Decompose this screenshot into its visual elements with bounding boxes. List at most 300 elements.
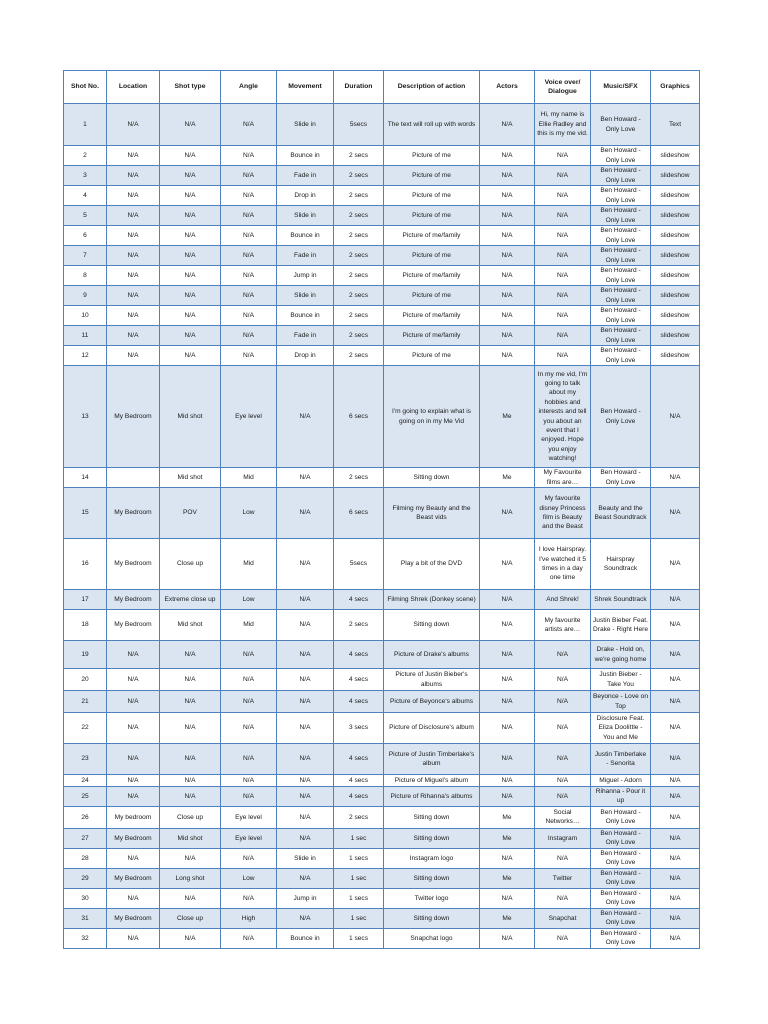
location-cell: N/A — [107, 104, 160, 146]
description-cell: Picture of me/family — [384, 326, 480, 346]
description-cell: Picture of me — [384, 346, 480, 366]
shot-type-cell: N/A — [160, 787, 221, 807]
shot-type-cell: N/A — [160, 848, 221, 868]
shot-number-cell: 2 — [64, 146, 107, 166]
table-row — [64, 246, 700, 266]
movement-cell: N/A — [277, 610, 334, 641]
shot-number-cell: 7 — [64, 246, 107, 266]
shot-number-cell: 8 — [64, 266, 107, 286]
movement-cell: Bounce in — [277, 146, 334, 166]
location-cell: N/A — [107, 691, 160, 713]
graphics-cell: N/A — [651, 868, 700, 888]
actors-cell: N/A — [480, 669, 535, 691]
description-cell: Sitting down — [384, 868, 480, 888]
voice-over-cell: I love Hairspray. I've watched it 5 times in a day one time — [535, 539, 591, 590]
description-cell: Picture of Disclosure's album — [384, 713, 480, 744]
actors-cell: N/A — [480, 286, 535, 306]
description-cell: Sitting down — [384, 828, 480, 848]
table-row — [64, 848, 700, 868]
music-sfx-cell: Ben Howard - Only Love — [591, 468, 651, 488]
actors-cell: N/A — [480, 146, 535, 166]
music-sfx-cell: Ben Howard - Only Love — [591, 366, 651, 468]
graphics-cell: N/A — [651, 713, 700, 744]
location-cell: N/A — [107, 744, 160, 775]
graphics-cell: N/A — [651, 590, 700, 610]
column-header-shot-no: Shot No. — [64, 71, 107, 104]
actors-cell: N/A — [480, 346, 535, 366]
location-cell: N/A — [107, 266, 160, 286]
description-cell: Picture of me — [384, 166, 480, 186]
movement-cell: Slide in — [277, 104, 334, 146]
duration-cell: 1 sec — [334, 828, 384, 848]
duration-cell: 2 secs — [334, 286, 384, 306]
movement-cell: Fade in — [277, 246, 334, 266]
location-cell: N/A — [107, 346, 160, 366]
angle-cell: N/A — [221, 186, 277, 206]
graphics-cell: N/A — [651, 828, 700, 848]
graphics-cell: slideshow — [651, 226, 700, 246]
voice-over-cell: Instagram — [535, 828, 591, 848]
description-cell: Picture of Miguel's album — [384, 775, 480, 787]
music-sfx-cell: Ben Howard - Only Love — [591, 104, 651, 146]
music-sfx-cell: Drake - Hold on, we're going home — [591, 641, 651, 669]
description-cell: Picture of Justin Bieber's albums — [384, 669, 480, 691]
graphics-cell: N/A — [651, 468, 700, 488]
angle-cell: N/A — [221, 691, 277, 713]
angle-cell: Low — [221, 488, 277, 539]
shot-number-cell: 27 — [64, 828, 107, 848]
actors-cell: N/A — [480, 744, 535, 775]
shot-number-cell: 28 — [64, 848, 107, 868]
actors-cell: N/A — [480, 326, 535, 346]
graphics-cell: N/A — [651, 848, 700, 868]
location-cell: N/A — [107, 775, 160, 787]
voice-over-cell: N/A — [535, 669, 591, 691]
graphics-cell: N/A — [651, 366, 700, 468]
duration-cell: 2 secs — [334, 806, 384, 828]
voice-over-cell: N/A — [535, 888, 591, 908]
shot-number-cell: 31 — [64, 908, 107, 928]
voice-over-cell: N/A — [535, 744, 591, 775]
voice-over-cell: N/A — [535, 286, 591, 306]
duration-cell: 5secs — [334, 104, 384, 146]
location-cell: N/A — [107, 787, 160, 807]
music-sfx-cell: Hairspray Soundtrack — [591, 539, 651, 590]
header-row — [64, 71, 700, 104]
table-row — [64, 928, 700, 948]
movement-cell: N/A — [277, 468, 334, 488]
table-row — [64, 186, 700, 206]
graphics-cell: N/A — [651, 888, 700, 908]
table-row — [64, 146, 700, 166]
table-row — [64, 828, 700, 848]
shot-type-cell: N/A — [160, 226, 221, 246]
graphics-cell: N/A — [651, 775, 700, 787]
location-cell: N/A — [107, 146, 160, 166]
table-row — [64, 539, 700, 590]
angle-cell: N/A — [221, 306, 277, 326]
shot-list-table — [63, 70, 700, 949]
actors-cell: N/A — [480, 104, 535, 146]
table-row — [64, 908, 700, 928]
music-sfx-cell: Ben Howard - Only Love — [591, 166, 651, 186]
column-header-movement: Movement — [277, 71, 334, 104]
shot-number-cell: 12 — [64, 346, 107, 366]
actors-cell: N/A — [480, 888, 535, 908]
shot-type-cell: Long shot — [160, 868, 221, 888]
shot-type-cell: N/A — [160, 346, 221, 366]
location-cell: N/A — [107, 186, 160, 206]
angle-cell: N/A — [221, 266, 277, 286]
table-row — [64, 104, 700, 146]
shot-type-cell: Mid shot — [160, 366, 221, 468]
angle-cell: N/A — [221, 326, 277, 346]
description-cell: The text will roll up with words — [384, 104, 480, 146]
location-cell: My Bedroom — [107, 908, 160, 928]
movement-cell: Jump in — [277, 888, 334, 908]
voice-over-cell: N/A — [535, 928, 591, 948]
shot-number-cell: 1 — [64, 104, 107, 146]
shot-number-cell: 10 — [64, 306, 107, 326]
table-row — [64, 266, 700, 286]
shot-number-cell: 26 — [64, 806, 107, 828]
column-header-shot-type: Shot type — [160, 71, 221, 104]
duration-cell: 4 secs — [334, 669, 384, 691]
location-cell: My Bedroom — [107, 828, 160, 848]
music-sfx-cell: Ben Howard - Only Love — [591, 888, 651, 908]
duration-cell: 2 secs — [334, 346, 384, 366]
shot-type-cell: N/A — [160, 928, 221, 948]
angle-cell: Eye level — [221, 828, 277, 848]
table-row — [64, 166, 700, 186]
shot-number-cell: 25 — [64, 787, 107, 807]
music-sfx-cell: Justin Bieber Feat. Drake - Right Here — [591, 610, 651, 641]
shot-number-cell: 20 — [64, 669, 107, 691]
angle-cell: N/A — [221, 787, 277, 807]
angle-cell: N/A — [221, 226, 277, 246]
description-cell: Sitting down — [384, 908, 480, 928]
duration-cell: 2 secs — [334, 166, 384, 186]
movement-cell: Jump in — [277, 266, 334, 286]
actors-cell: Me — [480, 468, 535, 488]
duration-cell: 4 secs — [334, 590, 384, 610]
movement-cell: N/A — [277, 868, 334, 888]
location-cell: My Bedroom — [107, 366, 160, 468]
graphics-cell: Text — [651, 104, 700, 146]
duration-cell: 4 secs — [334, 775, 384, 787]
voice-over-cell: In my me vid, I'm going to talk about my hobbies and interests and tell you about an event that I enjoyed. Hope you enjoy watching! — [535, 366, 591, 468]
duration-cell: 2 secs — [334, 146, 384, 166]
movement-cell: Slide in — [277, 286, 334, 306]
shot-type-cell: N/A — [160, 641, 221, 669]
actors-cell: Me — [480, 806, 535, 828]
voice-over-cell: N/A — [535, 641, 591, 669]
duration-cell: 4 secs — [334, 641, 384, 669]
shot-type-cell: Close up — [160, 908, 221, 928]
table-row — [64, 744, 700, 775]
angle-cell: N/A — [221, 744, 277, 775]
duration-cell: 6 secs — [334, 366, 384, 468]
movement-cell: Slide in — [277, 206, 334, 226]
music-sfx-cell: Ben Howard - Only Love — [591, 848, 651, 868]
duration-cell: 2 secs — [334, 206, 384, 226]
music-sfx-cell: Ben Howard - Only Love — [591, 226, 651, 246]
actors-cell: N/A — [480, 246, 535, 266]
column-header-angle: Angle — [221, 71, 277, 104]
table-row — [64, 286, 700, 306]
graphics-cell: slideshow — [651, 246, 700, 266]
graphics-cell: slideshow — [651, 266, 700, 286]
duration-cell: 2 secs — [334, 306, 384, 326]
movement-cell: Bounce in — [277, 226, 334, 246]
description-cell: Snapchat logo — [384, 928, 480, 948]
graphics-cell: N/A — [651, 691, 700, 713]
description-cell: Picture of me — [384, 186, 480, 206]
voice-over-cell: And Shrek! — [535, 590, 591, 610]
voice-over-cell: Hi, my name is Ellie Radley and this is my me vid. — [535, 104, 591, 146]
movement-cell: N/A — [277, 787, 334, 807]
column-header-description: Description of action — [384, 71, 480, 104]
movement-cell: N/A — [277, 691, 334, 713]
table-row — [64, 775, 700, 787]
music-sfx-cell: Ben Howard - Only Love — [591, 186, 651, 206]
duration-cell: 1 secs — [334, 928, 384, 948]
graphics-cell: slideshow — [651, 346, 700, 366]
description-cell: Picture of Beyonce's albums — [384, 691, 480, 713]
angle-cell: N/A — [221, 206, 277, 226]
description-cell: Picture of me — [384, 146, 480, 166]
description-cell: Picture of me/family — [384, 226, 480, 246]
voice-over-cell: N/A — [535, 266, 591, 286]
column-header-music-sfx: Music/SFX — [591, 71, 651, 104]
music-sfx-cell: Rihanna - Pour it up — [591, 787, 651, 807]
movement-cell: Fade in — [277, 326, 334, 346]
table-row — [64, 346, 700, 366]
description-cell: Play a bit of the DVD — [384, 539, 480, 590]
location-cell: My Bedroom — [107, 590, 160, 610]
voice-over-cell: N/A — [535, 226, 591, 246]
actors-cell: N/A — [480, 166, 535, 186]
shot-number-cell: 9 — [64, 286, 107, 306]
music-sfx-cell: Ben Howard - Only Love — [591, 908, 651, 928]
graphics-cell: slideshow — [651, 206, 700, 226]
duration-cell: 4 secs — [334, 787, 384, 807]
actors-cell: Me — [480, 908, 535, 928]
shot-type-cell: N/A — [160, 146, 221, 166]
description-cell: Instagram logo — [384, 848, 480, 868]
shot-type-cell: N/A — [160, 326, 221, 346]
location-cell: N/A — [107, 713, 160, 744]
graphics-cell: N/A — [651, 928, 700, 948]
music-sfx-cell: Ben Howard - Only Love — [591, 246, 651, 266]
movement-cell: N/A — [277, 713, 334, 744]
angle-cell: N/A — [221, 104, 277, 146]
graphics-cell: N/A — [651, 744, 700, 775]
location-cell: N/A — [107, 286, 160, 306]
location-cell: My Bedroom — [107, 610, 160, 641]
shot-type-cell: Mid shot — [160, 828, 221, 848]
music-sfx-cell: Ben Howard - Only Love — [591, 868, 651, 888]
angle-cell: Eye level — [221, 806, 277, 828]
shot-type-cell: Mid shot — [160, 468, 221, 488]
shot-number-cell: 22 — [64, 713, 107, 744]
shot-type-cell: N/A — [160, 166, 221, 186]
table-body — [64, 104, 700, 949]
shot-list-document — [63, 70, 700, 949]
table-row — [64, 787, 700, 807]
movement-cell: N/A — [277, 828, 334, 848]
voice-over-cell: N/A — [535, 206, 591, 226]
voice-over-cell: N/A — [535, 713, 591, 744]
actors-cell: N/A — [480, 226, 535, 246]
music-sfx-cell: Ben Howard - Only Love — [591, 286, 651, 306]
shot-type-cell: POV — [160, 488, 221, 539]
shot-type-cell: Mid shot — [160, 610, 221, 641]
shot-type-cell: Extreme close up — [160, 590, 221, 610]
shot-number-cell: 32 — [64, 928, 107, 948]
angle-cell: N/A — [221, 146, 277, 166]
description-cell: Sitting down — [384, 806, 480, 828]
music-sfx-cell: Disclosure Feat. Eliza Doolittle - You and Me — [591, 713, 651, 744]
movement-cell: N/A — [277, 366, 334, 468]
music-sfx-cell: Ben Howard - Only Love — [591, 206, 651, 226]
location-cell: N/A — [107, 669, 160, 691]
angle-cell: Low — [221, 868, 277, 888]
duration-cell: 1 sec — [334, 868, 384, 888]
shot-type-cell: N/A — [160, 266, 221, 286]
location-cell — [107, 468, 160, 488]
location-cell: N/A — [107, 641, 160, 669]
duration-cell: 4 secs — [334, 744, 384, 775]
music-sfx-cell: Justin Timberlake - Senorita — [591, 744, 651, 775]
music-sfx-cell: Beauty and the Beast Soundtrack — [591, 488, 651, 539]
graphics-cell: N/A — [651, 539, 700, 590]
shot-type-cell: N/A — [160, 744, 221, 775]
duration-cell: 2 secs — [334, 246, 384, 266]
actors-cell: N/A — [480, 787, 535, 807]
table-row — [64, 669, 700, 691]
location-cell: N/A — [107, 206, 160, 226]
shot-number-cell: 13 — [64, 366, 107, 468]
duration-cell: 5secs — [334, 539, 384, 590]
shot-number-cell: 5 — [64, 206, 107, 226]
graphics-cell: slideshow — [651, 326, 700, 346]
angle-cell: N/A — [221, 669, 277, 691]
table-row — [64, 691, 700, 713]
actors-cell: N/A — [480, 641, 535, 669]
actors-cell: N/A — [480, 713, 535, 744]
duration-cell: 1 secs — [334, 848, 384, 868]
shot-number-cell: 6 — [64, 226, 107, 246]
music-sfx-cell: Shrek Soundtrack — [591, 590, 651, 610]
graphics-cell: slideshow — [651, 306, 700, 326]
music-sfx-cell: Ben Howard - Only Love — [591, 306, 651, 326]
graphics-cell: slideshow — [651, 286, 700, 306]
table-row — [64, 226, 700, 246]
duration-cell: 2 secs — [334, 266, 384, 286]
duration-cell: 6 secs — [334, 488, 384, 539]
description-cell: Picture of Drake's albums — [384, 641, 480, 669]
shot-number-cell: 15 — [64, 488, 107, 539]
location-cell: N/A — [107, 166, 160, 186]
actors-cell: Me — [480, 828, 535, 848]
music-sfx-cell: Beyonce - Love on Top — [591, 691, 651, 713]
column-header-voice-over: Voice over/ Dialogue — [535, 71, 591, 104]
duration-cell: 2 secs — [334, 468, 384, 488]
voice-over-cell: My favourite disney Princess film is Beauty and the Beast — [535, 488, 591, 539]
angle-cell: N/A — [221, 928, 277, 948]
angle-cell: N/A — [221, 713, 277, 744]
angle-cell: N/A — [221, 166, 277, 186]
shot-number-cell: 16 — [64, 539, 107, 590]
actors-cell: N/A — [480, 306, 535, 326]
description-cell: Filming my Beauty and the Beast vids — [384, 488, 480, 539]
location-cell: N/A — [107, 848, 160, 868]
actors-cell: N/A — [480, 590, 535, 610]
music-sfx-cell: Ben Howard - Only Love — [591, 146, 651, 166]
duration-cell: 2 secs — [334, 226, 384, 246]
voice-over-cell: My Favourite films are… — [535, 468, 591, 488]
music-sfx-cell: Ben Howard - Only Love — [591, 828, 651, 848]
description-cell: Twitter logo — [384, 888, 480, 908]
location-cell: N/A — [107, 226, 160, 246]
movement-cell: N/A — [277, 908, 334, 928]
movement-cell: N/A — [277, 744, 334, 775]
duration-cell: 2 secs — [334, 610, 384, 641]
music-sfx-cell: Ben Howard - Only Love — [591, 266, 651, 286]
graphics-cell: N/A — [651, 669, 700, 691]
angle-cell: N/A — [221, 641, 277, 669]
angle-cell: N/A — [221, 246, 277, 266]
shot-type-cell: N/A — [160, 691, 221, 713]
shot-number-cell: 18 — [64, 610, 107, 641]
table-row — [64, 888, 700, 908]
description-cell: Filming Shrek (Donkey scene) — [384, 590, 480, 610]
voice-over-cell: N/A — [535, 787, 591, 807]
voice-over-cell: N/A — [535, 186, 591, 206]
actors-cell: N/A — [480, 928, 535, 948]
music-sfx-cell: Ben Howard - Only Love — [591, 326, 651, 346]
table-row — [64, 326, 700, 346]
location-cell: My bedroom — [107, 806, 160, 828]
shot-number-cell: 30 — [64, 888, 107, 908]
shot-type-cell: N/A — [160, 713, 221, 744]
music-sfx-cell: Ben Howard - Only Love — [591, 928, 651, 948]
graphics-cell: N/A — [651, 641, 700, 669]
actors-cell: Me — [480, 868, 535, 888]
shot-type-cell: Close up — [160, 539, 221, 590]
voice-over-cell: Twitter — [535, 868, 591, 888]
shot-number-cell: 24 — [64, 775, 107, 787]
movement-cell: N/A — [277, 539, 334, 590]
music-sfx-cell: Ben Howard - Only Love — [591, 806, 651, 828]
angle-cell: N/A — [221, 346, 277, 366]
shot-type-cell: N/A — [160, 186, 221, 206]
table-row — [64, 488, 700, 539]
angle-cell: Mid — [221, 468, 277, 488]
graphics-cell: N/A — [651, 806, 700, 828]
table-row — [64, 610, 700, 641]
duration-cell: 3 secs — [334, 713, 384, 744]
location-cell: N/A — [107, 326, 160, 346]
shot-number-cell: 11 — [64, 326, 107, 346]
shot-type-cell: N/A — [160, 775, 221, 787]
voice-over-cell: N/A — [535, 246, 591, 266]
description-cell: I'm going to explain what is going on in my Me Vid — [384, 366, 480, 468]
actors-cell: N/A — [480, 539, 535, 590]
voice-over-cell: N/A — [535, 326, 591, 346]
music-sfx-cell: Justin Bieber - Take You — [591, 669, 651, 691]
